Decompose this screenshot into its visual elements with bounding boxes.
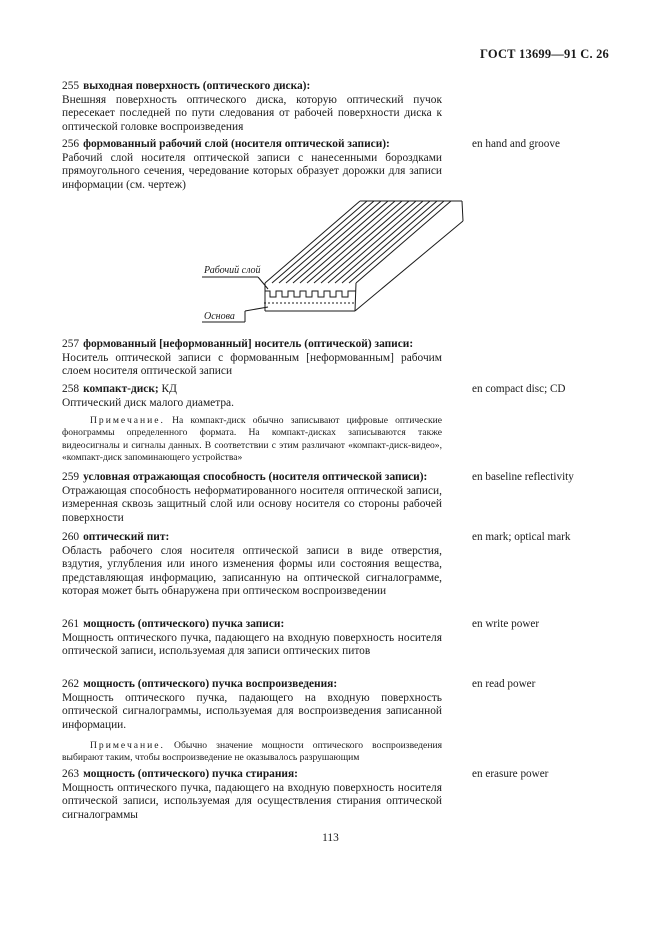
entry-term: оптический пит: [83, 531, 170, 543]
entry-258 [62, 383, 442, 410]
entry-number: 260 [62, 531, 80, 543]
entry-263 [62, 768, 442, 822]
entry-term: мощность (оптического) пучка воспроизведения: [83, 678, 338, 690]
entry-number: 256 [62, 138, 80, 150]
entry-255 [62, 80, 442, 134]
entry-number: 257 [62, 338, 80, 350]
entry-number: 263 [62, 768, 80, 780]
entry-number: 262 [62, 678, 80, 690]
entry-262 [62, 678, 442, 732]
entry-term: компакт-диск; [83, 383, 159, 395]
note-text: Обычно значение мощности оптического воспроизведения выбирают таким, чтобы воспроизведение не оказывалось разрушающим [62, 740, 442, 764]
note-258 [62, 415, 442, 465]
entry-definition: Внешняя поверхность оптического диска, которую оптический пучок пересекает последней по пути следования от рабочей поверхности диска к оптической головке воспроизведения [62, 93, 442, 133]
note-text: На компакт-диск обычно записывают цифровые оптические фонограммы определенного формата. На компакт-дисках записываются также видеосигналы и сигналы данных. В соответствии с этим различают «компакт-диск-видео», «компакт-диск запоминающего устройства» [62, 415, 442, 464]
entry-definition: Носитель оптической записи с формованным [неформованным] рабочим слоем носителя оптической записи [62, 351, 442, 378]
entry-term: формованный [неформованный] носитель (оптической) записи: [83, 338, 414, 350]
work-layer-drawing [200, 193, 480, 328]
page-header: ГОСТ 13699—91 С. 26 [480, 47, 609, 61]
entry-definition: Мощность оптического пучка, падающего на входную поверхность носителя оптической записи, используемая для записи оптических питов [62, 631, 442, 658]
entry-number: 258 [62, 383, 80, 395]
entry-definition: Отражающая способность неформатированного носителя оптической записи, измеренная сквозь защитный слой или основу носителя со стороны рабочей поверхности [62, 484, 442, 524]
english-equivalent-256: en hand and groove [472, 138, 560, 150]
entry-definition: Оптический диск малого диаметра. [62, 396, 234, 409]
entry-256 [62, 138, 442, 192]
entry-term: условная отражающая способность (носителя оптической записи): [83, 471, 428, 483]
page-number: 113 [322, 832, 339, 844]
entry-259 [62, 471, 442, 525]
english-equivalent-258: en compact disc; CD [472, 383, 566, 395]
grooved-layer-sketch [200, 193, 480, 328]
entry-definition: Рабочий слой носителя оптической записи с нанесенными бороздками прямоугольного сечения, чередование которых образует дорожки для записи информации (см. чертеж) [62, 151, 442, 191]
label-base: Основа [204, 311, 235, 322]
note-262 [62, 740, 442, 765]
label-work-layer: Рабочий слой [204, 265, 261, 276]
english-equivalent-259: en baseline reflectivity [472, 471, 574, 483]
entry-abbreviation: КД [158, 383, 177, 395]
entry-number: 255 [62, 80, 80, 92]
entry-261 [62, 618, 442, 659]
entry-number: 261 [62, 618, 80, 630]
entry-definition: Мощность оптического пучка, падающего на входную поверхность носителя оптической записи, используемая для осуществления стирания оптической сигналограммы [62, 781, 442, 821]
entry-257 [62, 338, 442, 379]
entry-term: выходная поверхность (оптического диска): [83, 80, 311, 92]
note-label: Примечание. [90, 740, 165, 751]
entry-number: 259 [62, 471, 80, 483]
note-label: Примечание. [90, 415, 165, 426]
entry-definition: Мощность оптического пучка, падающего на входную поверхность оптической сигналограммы, используемая для воспроизведения записанной информации. [62, 691, 442, 731]
english-equivalent-261: en write power [472, 618, 540, 630]
entry-definition: Область рабочего слоя носителя оптической записи в виде отверстия, вздутия, углубления или иного изменения формы или состояния вещества, представляющая информацию, записанную на оптической сигналограмме, которая может быть обнаружена при оптическом воспроизведении [62, 544, 442, 598]
english-equivalent-263: en erasure power [472, 768, 549, 780]
english-equivalent-260: en mark; optical mark [472, 531, 571, 543]
entry-term: мощность (оптического) пучка стирания: [83, 768, 298, 780]
entry-260 [62, 531, 442, 599]
entry-term: формованный рабочий слой (носителя оптической записи): [83, 138, 390, 150]
english-equivalent-262: en read power [472, 678, 536, 690]
entry-term: мощность (оптического) пучка записи: [83, 618, 285, 630]
